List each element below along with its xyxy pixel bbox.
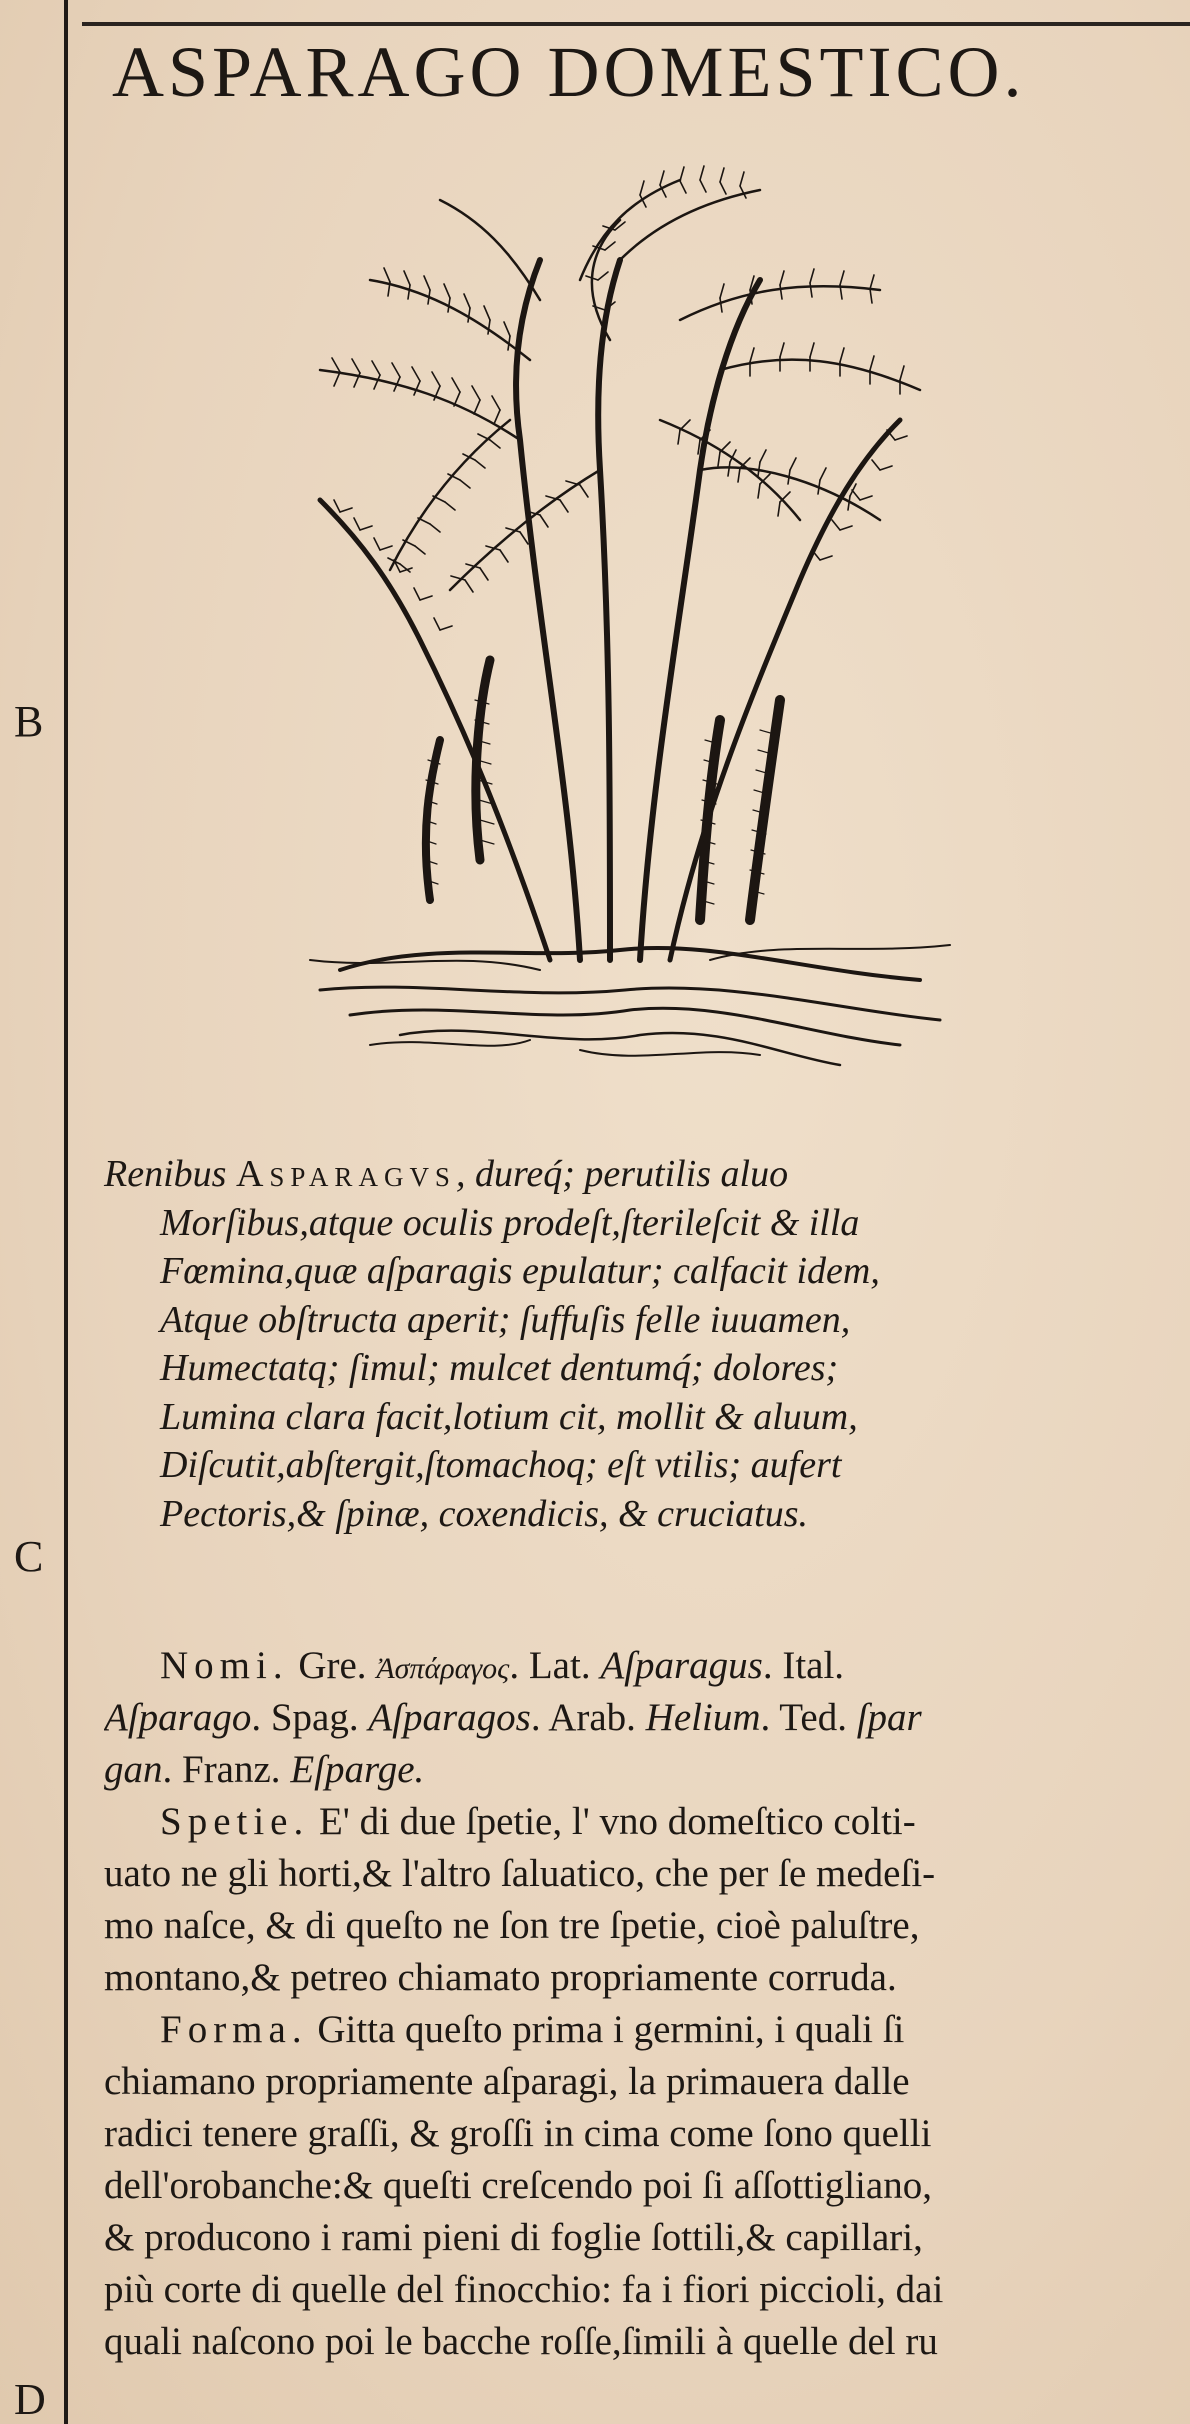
prose-text: . Arab. <box>530 1696 646 1739</box>
prose-text: . Spag. <box>251 1696 369 1739</box>
prose-line: quali naſcono poi le bacche roſſe,ſimili à quelle del ru <box>104 2320 938 2363</box>
arabic-name: Helium <box>645 1696 761 1739</box>
french-name: Eſparge. <box>290 1748 425 1791</box>
section-head-forma: Forma. <box>160 2008 308 2051</box>
margin-letter-c: C <box>14 1532 44 1581</box>
prose-line: montano,& petreo chiamato propriamente corruda. <box>104 1956 897 1999</box>
verse-line: Diſcutit,abſtergit,ſtomachoq; eſt vtilis; aufert <box>160 1444 842 1486</box>
latin-verse <box>104 1150 1104 1538</box>
verse-line: Morſibus,atque oculis prodeſt,ſterileſcit & illa <box>160 1201 860 1244</box>
left-margin-rule <box>64 0 68 2424</box>
prose-text: . Franz. <box>162 1748 291 1791</box>
margin-letter-d: D <box>14 2375 46 2424</box>
prose-text: . Lat. <box>509 1644 601 1687</box>
top-rule <box>82 22 1190 26</box>
prose-text: Gre. <box>288 1644 377 1687</box>
prose-line: chiamano propriamente aſparagi, la primauera dalle <box>104 2060 910 2103</box>
margin-letter-b: B <box>14 697 44 746</box>
prose-line: & producono i rami pieni di foglie ſottili,& capillari, <box>104 2216 923 2259</box>
prose-text: E' di due ſpetie, l' vno domeſtico colti- <box>309 1800 916 1843</box>
prose-text: Gitta queſto prima i germini, i quali ſi <box>307 2008 905 2051</box>
asparagus-woodcut-illustration <box>280 140 970 1090</box>
greek-name: Ἀσπάραγος <box>376 1652 510 1685</box>
prose-line: più corte di quelle del finocchio: fa i fiori piccioli, dai <box>104 2268 944 2311</box>
verse-line <box>104 1150 1104 1199</box>
prose-line <box>104 1692 1184 1744</box>
german-name: ſpar <box>856 1696 922 1739</box>
prose-line: uato ne gli horti,& l'altro ſaluatico, che per ſe medeſi- <box>104 1852 936 1895</box>
prose-line: mo naſce, & di queſto ne ſon tre ſpetie, cioè paluſtre, <box>104 1904 920 1947</box>
prose-line <box>104 1640 1184 1692</box>
prose-line <box>104 2004 1184 2056</box>
prose-line <box>104 1796 1184 1848</box>
verse-line: Humectatq; ſimul; mulcet dentumq́; dolores; <box>160 1347 839 1389</box>
prose-line <box>104 1744 1184 1796</box>
verse-line: Atque obſtructa aperit; ſuffuſis felle iuuamen, <box>160 1298 851 1341</box>
section-head-nomi: Nomi. <box>160 1644 289 1687</box>
verse-line: Pectoris,& ſpinæ, coxendicis, & cruciatus. <box>160 1492 809 1535</box>
verse-line: Lumina clara facit,lotium cit, mollit & aluum, <box>160 1395 858 1438</box>
prose-line: dell'orobanche:& queſti creſcendo poi ſi aſſottigliano, <box>104 2164 932 2207</box>
prose-text: . Ital. <box>762 1644 845 1687</box>
verse-line: Fœmina,quæ aſparagis epulatur; calfacit idem, <box>160 1250 880 1292</box>
verse-small-caps: Asparagvs <box>235 1153 456 1195</box>
german-name-cont: gan <box>104 1748 163 1791</box>
spanish-name: Aſparagos <box>368 1696 531 1739</box>
page-title: ASPARAGO DOMESTICO. <box>112 32 1026 112</box>
prose-text: . Ted. <box>760 1696 857 1739</box>
prose-line: radici tenere graſſi, & groſſi in cima come ſono quelli <box>104 2112 932 2155</box>
section-head-spetie: Spetie. <box>160 1800 310 1843</box>
verse-rest: , dureq́; perutilis aluo <box>455 1153 789 1195</box>
latin-name: Aſparagus <box>600 1644 763 1687</box>
italian-name: Aſparago <box>104 1696 252 1739</box>
verse-lead: Renibus <box>104 1153 236 1195</box>
italian-description <box>104 1640 1184 2368</box>
